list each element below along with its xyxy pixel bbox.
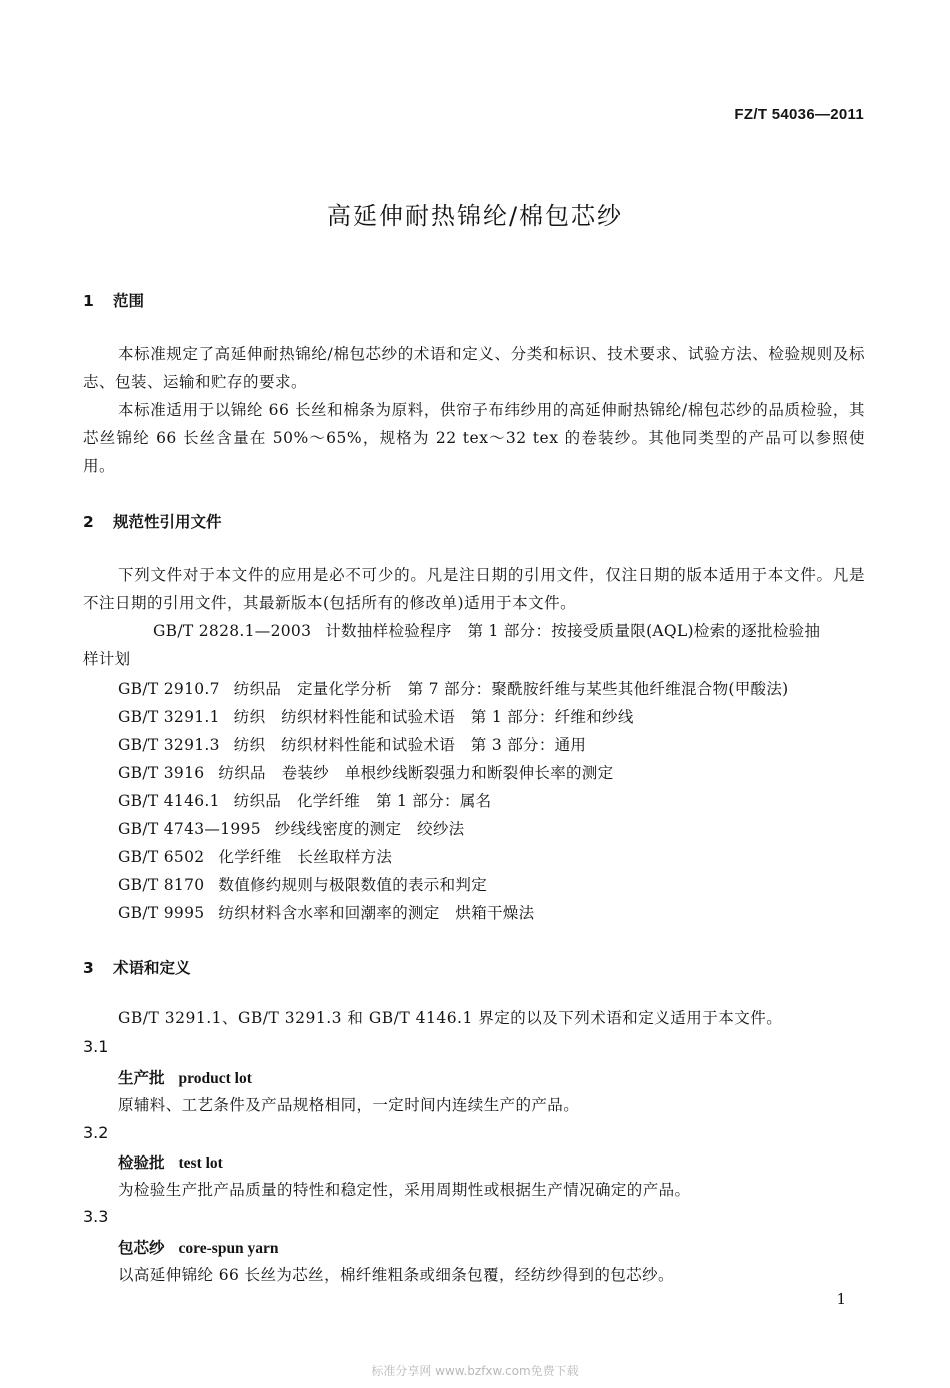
term-entry bbox=[118, 1151, 223, 1173]
reference-item bbox=[118, 817, 464, 839]
reference-item bbox=[83, 617, 831, 673]
reference-title: 纺织品 卷装纱 单根纱线断裂强力和断裂伸长率的测定 bbox=[218, 764, 614, 782]
reference-title: 化学纤维 长丝取样方法 bbox=[218, 848, 393, 866]
reference-title: 纺织材料含水率和回潮率的测定 烘箱干燥法 bbox=[218, 904, 535, 922]
reference-title: 计数抽样检验程序 第 1 部分：按接受质量限(AQL)检索的逐批检验抽样计划 bbox=[83, 622, 821, 668]
reference-item bbox=[118, 705, 634, 727]
reference-code: GB/T 2828.1—2003 bbox=[153, 622, 312, 640]
reference-title: 纱线线密度的测定 绞纱法 bbox=[274, 820, 465, 838]
section-title: 范围 bbox=[113, 292, 145, 310]
reference-title: 纺织品 化学纤维 第 1 部分：属名 bbox=[233, 792, 492, 810]
term-number: 3.3 bbox=[83, 1207, 109, 1226]
term-en: product lot bbox=[178, 1070, 252, 1087]
reference-item bbox=[118, 901, 534, 923]
reference-title: 纺织 纺织材料性能和试验术语 第 3 部分：通用 bbox=[233, 736, 587, 754]
scope-paragraph-1: 本标准规定了高延伸耐热锦纶/棉包芯纱的术语和定义、分类和标识、技术要求、试验方法、检验规则及标志、包装、运输和贮存的要求。 bbox=[83, 345, 865, 391]
term-definition: 以高延伸锦纶 66 长丝为芯丝，棉纤维粗条或细条包覆，经纺纱得到的包芯纱。 bbox=[118, 1266, 674, 1284]
reference-title: 纺织 纺织材料性能和试验术语 第 1 部分：纤维和纱线 bbox=[233, 708, 634, 726]
reference-code: GB/T 2910.7 bbox=[118, 680, 220, 698]
term-entry bbox=[118, 1236, 279, 1258]
term-number: 3.1 bbox=[83, 1037, 109, 1056]
page-number: 1 bbox=[836, 1290, 846, 1308]
section-2-heading bbox=[83, 510, 222, 532]
reference-code: GB/T 6502 bbox=[118, 848, 205, 866]
reference-code: GB/T 8170 bbox=[118, 876, 205, 894]
term-zh: 检验批 bbox=[118, 1154, 165, 1172]
reference-item bbox=[118, 845, 392, 867]
term-entry bbox=[118, 1066, 252, 1088]
standard-code: FZ/T 54036—2011 bbox=[734, 106, 864, 123]
reference-item bbox=[118, 733, 586, 755]
term-zh: 生产批 bbox=[118, 1069, 165, 1087]
section-3-heading bbox=[83, 956, 191, 978]
normative-refs-intro: 下列文件对于本文件的应用是必不可少的。凡是注日期的引用文件，仅注日期的版本适用于本文件。凡是不注日期的引用文件，其最新版本(包括所有的修改单)适用于本文件。 bbox=[83, 566, 865, 612]
section-title: 术语和定义 bbox=[113, 959, 191, 977]
reference-code: GB/T 9995 bbox=[118, 904, 205, 922]
term-definition: 原辅料、工艺条件及产品规格相同，一定时间内连续生产的产品。 bbox=[118, 1096, 580, 1114]
term-en: test lot bbox=[178, 1155, 223, 1172]
document-title: 高延伸耐热锦纶/棉包芯纱 bbox=[326, 202, 624, 230]
reference-code: GB/T 3916 bbox=[118, 764, 205, 782]
reference-item bbox=[118, 873, 487, 895]
section-number: 3 bbox=[83, 959, 94, 977]
section-number: 2 bbox=[83, 513, 94, 531]
reference-code: GB/T 4743—1995 bbox=[118, 820, 261, 838]
reference-title: 纺织品 定量化学分析 第 7 部分：聚酰胺纤维与某些其他纤维混合物(甲酸法) bbox=[233, 680, 789, 698]
reference-title: 数值修约规则与极限数值的表示和判定 bbox=[218, 876, 488, 894]
section-title: 规范性引用文件 bbox=[113, 513, 222, 531]
terms-intro: GB/T 3291.1、GB/T 3291.3 和 GB/T 4146.1 界定的以及下列术语和定义适用于本文件。 bbox=[118, 1009, 783, 1027]
reference-item bbox=[118, 761, 613, 783]
term-zh: 包芯纱 bbox=[118, 1239, 165, 1257]
section-1-heading bbox=[83, 289, 144, 311]
scope-paragraph-2: 本标准适用于以锦纶 66 长丝和棉条为原料，供帘子布纬纱用的高延伸耐热锦纶/棉包芯纱的品质检验，其芯丝锦纶 66 长丝含量在 50%～65%，规格为 22 tex～32 tex 的卷装纱。其他同类型的产品可以参照使用。 bbox=[83, 401, 865, 475]
reference-item bbox=[118, 677, 789, 699]
term-number: 3.2 bbox=[83, 1123, 109, 1142]
reference-code: GB/T 4146.1 bbox=[118, 792, 220, 810]
term-definition: 为检验生产批产品质量的特性和稳定性，采用周期性或根据生产情况确定的产品。 bbox=[118, 1181, 691, 1199]
reference-code: GB/T 3291.3 bbox=[118, 736, 220, 754]
watermark: 标准分享网 www.bzfxw.com免费下载 bbox=[371, 1364, 579, 1378]
reference-code: GB/T 3291.1 bbox=[118, 708, 220, 726]
term-en: core-spun yarn bbox=[178, 1240, 279, 1257]
reference-item bbox=[118, 789, 491, 811]
section-number: 1 bbox=[83, 292, 94, 310]
